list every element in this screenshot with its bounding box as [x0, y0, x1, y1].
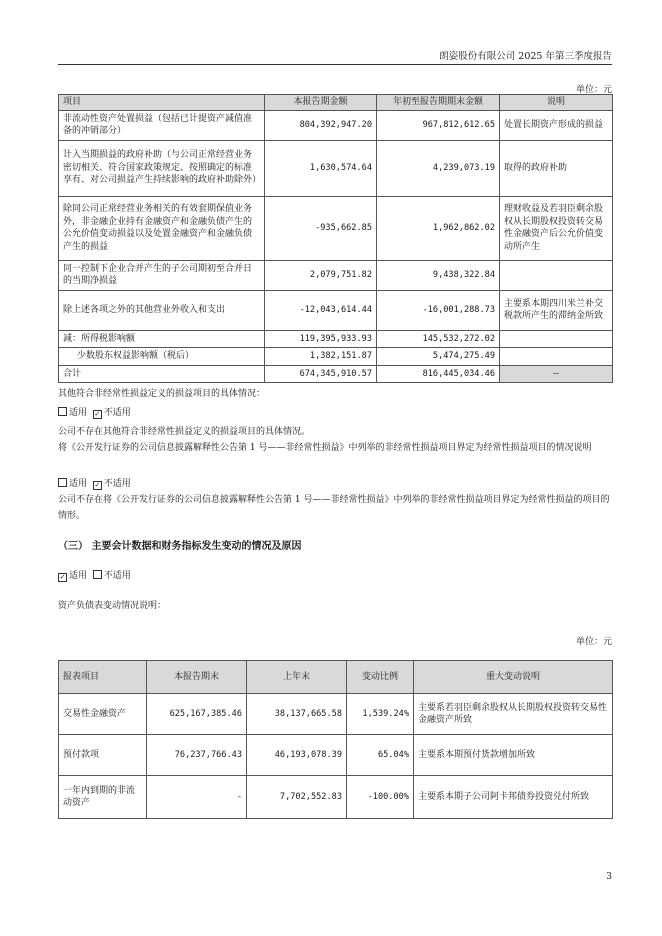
row-period-end: 625,167,385.46	[147, 694, 247, 735]
row-item: 少数股东权益影响额（税后）	[59, 348, 265, 366]
row-note: 理财收益及若羽臣剩余股权从长期股权投资转交易性金融资产后公允价值变动所产生	[500, 196, 613, 260]
page-header-title: 朗姿股份有限公司 2025 年第三季度报告	[439, 51, 612, 62]
row-change-ratio: -100.00%	[347, 776, 414, 819]
balance-sheet-note: 资产负债表变动情况说明：	[58, 601, 167, 611]
row-current: -935,662.85	[265, 196, 377, 260]
option-not-applicable: 不适用	[103, 408, 131, 418]
row-current: 674,345,910.57	[265, 365, 377, 383]
row-explanation: 主要系若羽臣剩余股权从长期股权投资转交易性金融资产所致	[414, 694, 613, 735]
row-ytd: 4,239,073.19	[377, 140, 500, 196]
row-item: 交易性金融资产	[59, 694, 147, 735]
row-item: 除上述各项之外的其他营业外收入和支出	[59, 290, 265, 330]
row-item: 合计	[59, 365, 265, 383]
table-row	[59, 196, 613, 260]
applicability-choice-3	[58, 568, 612, 584]
row-item: 减：所得税影响额	[59, 330, 265, 348]
option-applicable: 适用	[69, 479, 88, 489]
unit-label-table1: 单位：元	[575, 85, 612, 95]
unchecked-box-icon[interactable]	[93, 570, 102, 579]
column-header-item: 报表项目	[59, 661, 147, 694]
table-row	[59, 260, 613, 290]
option-applicable: 适用	[69, 408, 88, 418]
row-note: 主要系本期四川米兰补交税款所产生的滞纳金所致	[500, 290, 613, 330]
option-applicable: 适用	[69, 571, 88, 581]
row-ytd: 816,445,034.46	[377, 365, 500, 383]
row-current: 1,382,151.87	[265, 348, 377, 366]
table-header-row	[59, 95, 613, 111]
row-ytd: 1,962,862.02	[377, 196, 500, 260]
paragraph: 公司不存在其他符合非经常性损益定义的损益项目的具体情况。	[58, 427, 311, 437]
row-explanation: 主要系本期预付货款增加所致	[414, 735, 613, 776]
row-note	[500, 330, 613, 348]
row-change-ratio: 65.04%	[347, 735, 414, 776]
non-recurring-gains-table	[58, 94, 613, 383]
option-not-applicable: 不适用	[103, 479, 131, 489]
header-divider	[58, 64, 612, 65]
checked-box-icon[interactable]: ✓	[94, 410, 101, 418]
column-header-period-end: 本报告期末	[147, 661, 247, 694]
row-item: 除同公司正常经营业务相关的有效套期保值业务外，非金融企业持有金融资产和金融负债产生的公允价值变动损益以及处置金融资产和金融负债产生的损益	[59, 196, 265, 260]
row-period-end: -	[147, 776, 247, 819]
paragraph: 公司不存在将《公开发行证券的公司信息披露解释性公告第 1 号——非经常性损益》中列举的非经常性损益项目界定为经常性损益的项目的情形。	[58, 495, 610, 521]
row-last-year-end: 38,137,665.58	[247, 694, 347, 735]
row-item: 计入当期损益的政府补助（与公司正常经营业务密切相关、符合国家政策规定、按照确定的标准享有、对公司损益产生持续影响的政府补助除外）	[59, 140, 265, 196]
table-row	[59, 110, 613, 140]
row-current: 804,392,947.20	[265, 110, 377, 140]
unit-label-table2: 单位：元	[575, 637, 612, 647]
row-item: 非流动性资产处置损益（包括已计提资产减值准备的冲销部分）	[59, 110, 265, 140]
row-current: -12,043,614.44	[265, 290, 377, 330]
unchecked-box-icon[interactable]	[58, 478, 67, 487]
row-change-ratio: 1,539.24%	[347, 694, 414, 735]
checked-box-icon[interactable]: ✓	[59, 573, 66, 581]
balance-sheet-changes-table	[58, 660, 613, 819]
row-explanation: 主要系本期子公司阿卡邦债券投资兑付所致	[414, 776, 613, 819]
row-last-year-end: 7,702,552.83	[247, 776, 347, 819]
other-items-heading: 其他符合非经常性损益定义的损益项目的具体情况：	[58, 389, 266, 399]
row-item: 一年内到期的非流动资产	[59, 776, 147, 819]
row-ytd: 9,438,322.84	[377, 260, 500, 290]
row-item: 预付款项	[59, 735, 147, 776]
row-period-end: 76,237,766.43	[147, 735, 247, 776]
section-title: （三） 主要会计数据和财务指标发生变动的情况及原因	[58, 541, 302, 552]
option-not-applicable: 不适用	[103, 571, 131, 581]
column-header-explanation: 重大变动说明	[414, 661, 613, 694]
table-row	[59, 776, 613, 819]
row-ytd: 5,474,275.49	[377, 348, 500, 366]
column-header-ytd: 年初至报告期期末金额	[377, 95, 500, 111]
row-ytd: 145,532,272.02	[377, 330, 500, 348]
column-header-current: 本报告期金额	[265, 95, 377, 111]
table-row	[59, 694, 613, 735]
table-row	[59, 290, 613, 330]
paragraph: 将《公开发行证券的公司信息披露解释性公告第 1 号——非经常性损益》中列举的非经常性损益项目界定为经常性损益项目的情况说明	[58, 443, 592, 453]
column-header-note: 说明	[500, 95, 613, 111]
table-row	[59, 348, 613, 366]
row-current: 119,395,933.93	[265, 330, 377, 348]
table-row	[59, 140, 613, 196]
table-row	[59, 330, 613, 348]
row-note	[500, 348, 613, 366]
page-number: 3	[606, 872, 612, 882]
table-row	[59, 735, 613, 776]
row-ytd: -16,001,288.73	[377, 290, 500, 330]
table-header-row	[59, 661, 613, 694]
row-current: 2,079,751.82	[265, 260, 377, 290]
table-total-row	[59, 365, 613, 383]
checked-box-icon[interactable]: ✓	[94, 481, 101, 489]
column-header-item: 项目	[59, 95, 265, 111]
applicability-choice-1	[58, 405, 612, 421]
unchecked-box-icon[interactable]	[58, 407, 67, 416]
row-last-year-end: 46,193,078.39	[247, 735, 347, 776]
row-current: 1,630,574.64	[265, 140, 377, 196]
row-item: 同一控制下企业合并产生的子公司期初至合并日的当期净损益	[59, 260, 265, 290]
row-note	[500, 260, 613, 290]
row-note: --	[500, 365, 613, 383]
row-note: 处置长期资产形成的损益	[500, 110, 613, 140]
column-header-last-year-end: 上年末	[247, 661, 347, 694]
row-note: 取得的政府补助	[500, 140, 613, 196]
column-header-change-ratio: 变动比例	[347, 661, 414, 694]
row-ytd: 967,812,612.65	[377, 110, 500, 140]
applicability-choice-2	[58, 476, 612, 492]
